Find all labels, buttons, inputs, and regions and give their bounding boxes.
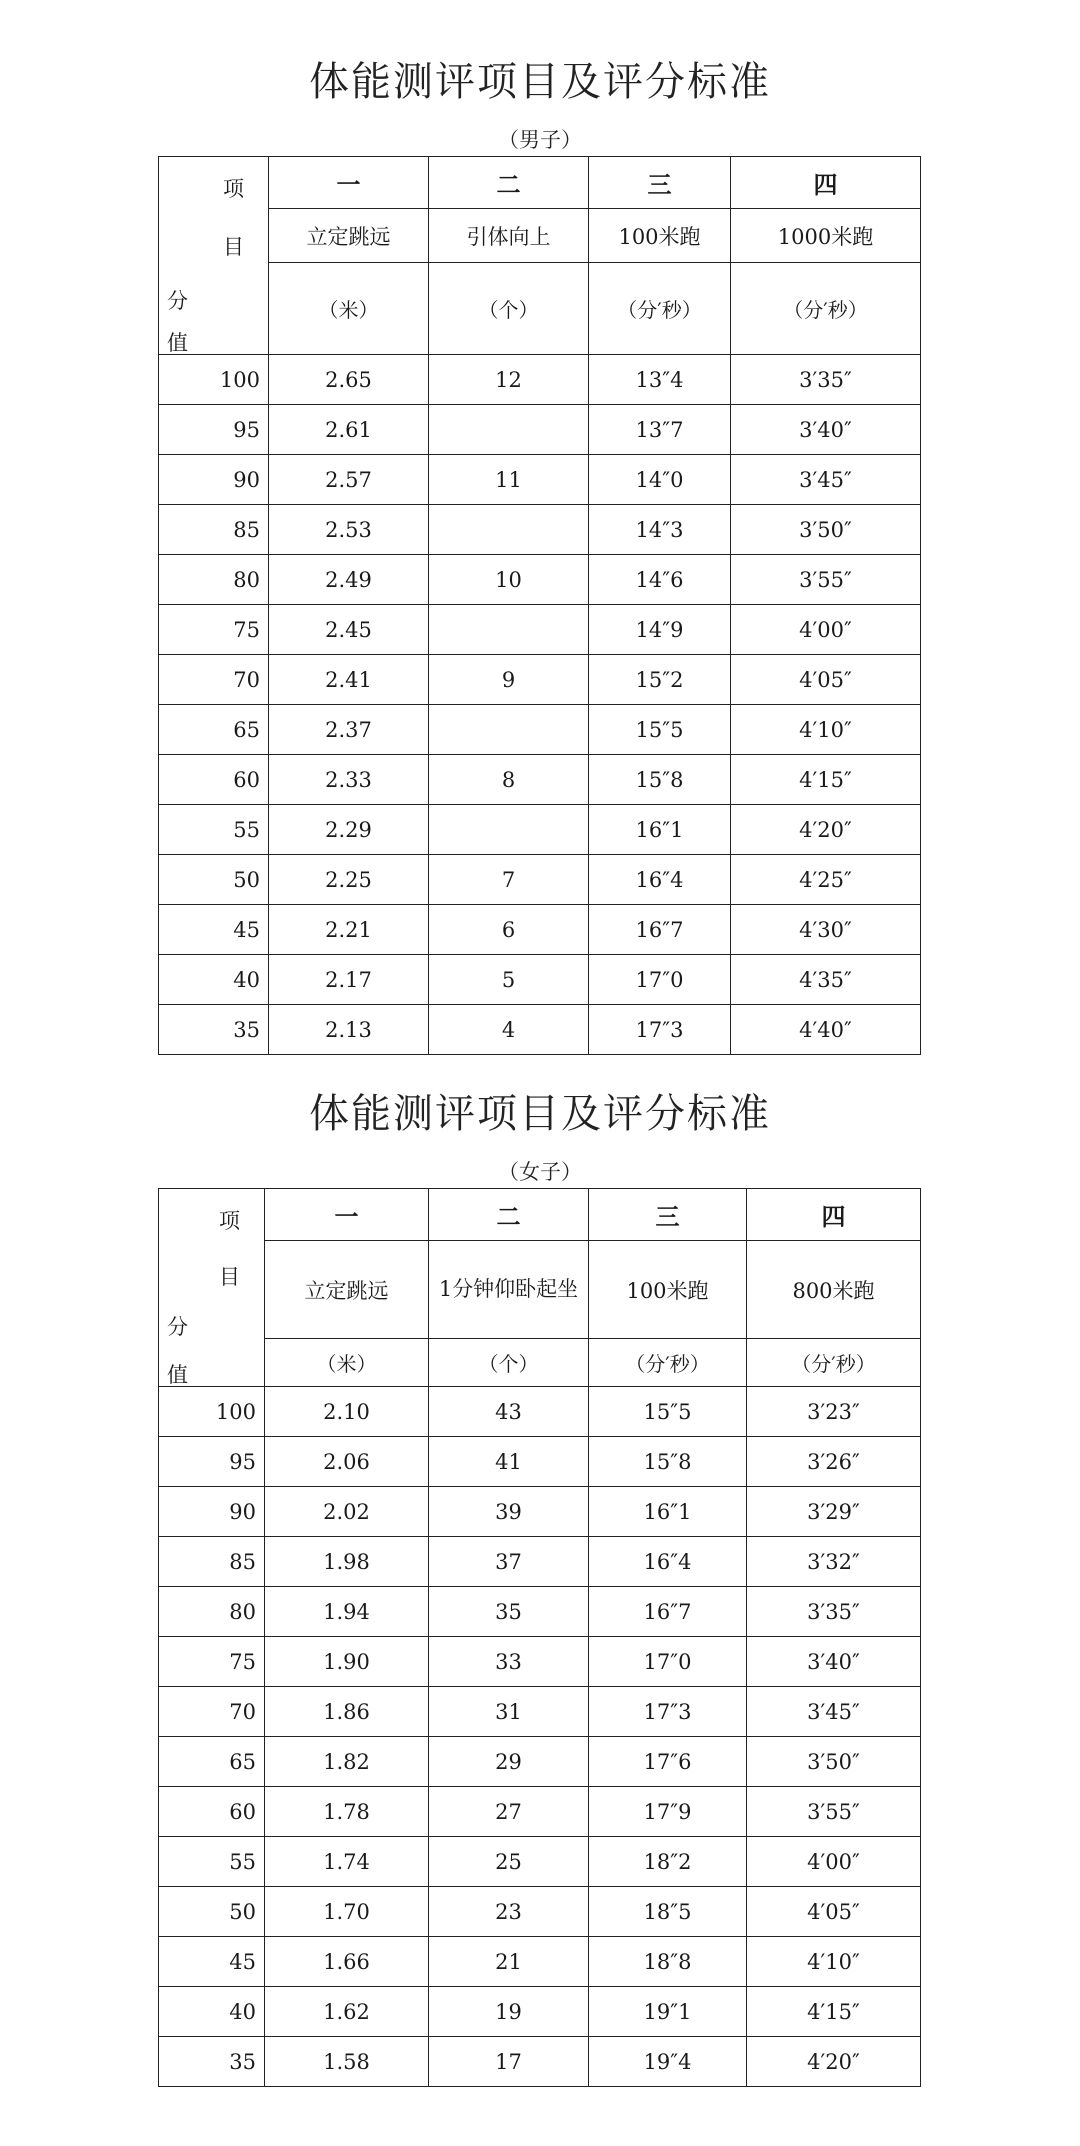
col-name-1: 立定跳远 bbox=[265, 1241, 429, 1339]
score-value-cell: 70 bbox=[159, 1687, 265, 1737]
table-row bbox=[159, 1937, 921, 1987]
col-unit-4: （分′秒） bbox=[747, 1339, 921, 1387]
result-cell: 2.02 bbox=[265, 1487, 429, 1537]
score-value-cell: 95 bbox=[159, 405, 269, 455]
result-cell: 29 bbox=[429, 1737, 589, 1787]
result-cell: 1.58 bbox=[265, 2037, 429, 2087]
score-value-cell: 80 bbox=[159, 1587, 265, 1637]
female-score-table bbox=[158, 1188, 921, 2087]
score-value-cell: 65 bbox=[159, 705, 269, 755]
result-cell: 19 bbox=[429, 1987, 589, 2037]
result-cell: 2.10 bbox=[265, 1387, 429, 1437]
score-value-cell: 100 bbox=[159, 1387, 265, 1437]
result-cell: 25 bbox=[429, 1837, 589, 1887]
result-cell: 3′40″ bbox=[731, 405, 921, 455]
result-cell: 43 bbox=[429, 1387, 589, 1437]
result-cell: 17″0 bbox=[589, 1637, 747, 1687]
result-cell: 4′30″ bbox=[731, 905, 921, 955]
table-row bbox=[159, 1637, 921, 1687]
result-cell: 2.37 bbox=[269, 705, 429, 755]
table-row bbox=[159, 1005, 921, 1055]
result-cell: 10 bbox=[429, 555, 589, 605]
male-title: 体能测评项目及评分标准 bbox=[309, 59, 771, 105]
table-row bbox=[159, 1437, 921, 1487]
score-value-cell: 75 bbox=[159, 1637, 265, 1687]
result-cell: 2.49 bbox=[269, 555, 429, 605]
result-cell: 15″5 bbox=[589, 705, 731, 755]
table-row bbox=[159, 505, 921, 555]
table-row bbox=[159, 805, 921, 855]
result-cell: 3′45″ bbox=[731, 455, 921, 505]
col-unit-3: （分′秒） bbox=[589, 263, 731, 355]
table-row bbox=[159, 405, 921, 455]
score-value-cell: 85 bbox=[159, 505, 269, 555]
result-cell: 3′26″ bbox=[747, 1437, 921, 1487]
table-row bbox=[159, 1487, 921, 1537]
col-name-4: 1000米跑 bbox=[731, 209, 921, 263]
result-cell: 13″4 bbox=[589, 355, 731, 405]
result-cell: 14″6 bbox=[589, 555, 731, 605]
table-row bbox=[159, 2037, 921, 2087]
score-value-cell: 75 bbox=[159, 605, 269, 655]
result-cell: 8 bbox=[429, 755, 589, 805]
result-cell: 2.57 bbox=[269, 455, 429, 505]
result-cell: 4′00″ bbox=[731, 605, 921, 655]
col-unit-4: （分′秒） bbox=[731, 263, 921, 355]
result-cell: 35 bbox=[429, 1587, 589, 1637]
col-num-1: 一 bbox=[265, 1189, 429, 1241]
result-cell: 4′15″ bbox=[731, 755, 921, 805]
col-num-4: 四 bbox=[731, 157, 921, 209]
female-subtitle: （女子） bbox=[498, 1160, 582, 1184]
corner-zhi: 值 bbox=[167, 1363, 188, 1387]
corner-fen: 分 bbox=[167, 1315, 188, 1339]
table-row bbox=[159, 1737, 921, 1787]
table-row bbox=[159, 1687, 921, 1737]
score-value-cell: 65 bbox=[159, 1737, 265, 1787]
result-cell: 19″4 bbox=[589, 2037, 747, 2087]
result-cell: 12 bbox=[429, 355, 589, 405]
score-value-cell: 40 bbox=[159, 955, 269, 1005]
result-cell: 7 bbox=[429, 855, 589, 905]
table-row bbox=[159, 1787, 921, 1837]
result-cell: 4′10″ bbox=[747, 1937, 921, 1987]
col-num-3: 三 bbox=[589, 157, 731, 209]
result-cell: 4′20″ bbox=[731, 805, 921, 855]
result-cell: 3′29″ bbox=[747, 1487, 921, 1537]
score-value-cell: 60 bbox=[159, 1787, 265, 1837]
result-cell: 21 bbox=[429, 1937, 589, 1987]
result-cell: 2.61 bbox=[269, 405, 429, 455]
col-name-1: 立定跳远 bbox=[269, 209, 429, 263]
result-cell: 17″9 bbox=[589, 1787, 747, 1837]
result-cell: 2.21 bbox=[269, 905, 429, 955]
corner-xiang: 项 bbox=[219, 1209, 240, 1233]
col-num-3: 三 bbox=[589, 1189, 747, 1241]
result-cell: 33 bbox=[429, 1637, 589, 1687]
result-cell: 15″5 bbox=[589, 1387, 747, 1437]
result-cell: 1.94 bbox=[265, 1587, 429, 1637]
result-cell: 2.29 bbox=[269, 805, 429, 855]
result-cell: 19″1 bbox=[589, 1987, 747, 2037]
result-cell: 3′32″ bbox=[747, 1537, 921, 1587]
table-row bbox=[159, 1987, 921, 2037]
result-cell: 2.33 bbox=[269, 755, 429, 805]
result-cell: 1.78 bbox=[265, 1787, 429, 1837]
result-cell: 2.13 bbox=[269, 1005, 429, 1055]
table-row bbox=[159, 905, 921, 955]
col-num-2: 二 bbox=[429, 1189, 589, 1241]
score-value-cell: 55 bbox=[159, 1837, 265, 1887]
result-cell: 1.90 bbox=[265, 1637, 429, 1687]
score-value-cell: 85 bbox=[159, 1537, 265, 1587]
result-cell: 18″2 bbox=[589, 1837, 747, 1887]
result-cell: 37 bbox=[429, 1537, 589, 1587]
result-cell: 2.41 bbox=[269, 655, 429, 705]
result-cell: 4′05″ bbox=[747, 1887, 921, 1937]
table-row bbox=[159, 355, 921, 405]
result-cell: 3′45″ bbox=[747, 1687, 921, 1737]
result-cell: 16″1 bbox=[589, 805, 731, 855]
result-cell: 11 bbox=[429, 455, 589, 505]
result-cell: 4′20″ bbox=[747, 2037, 921, 2087]
table-row bbox=[159, 555, 921, 605]
result-cell: 4 bbox=[429, 1005, 589, 1055]
result-cell bbox=[429, 405, 589, 455]
table-row bbox=[159, 1887, 921, 1937]
result-cell: 1.98 bbox=[265, 1537, 429, 1587]
result-cell: 14″9 bbox=[589, 605, 731, 655]
score-value-cell: 60 bbox=[159, 755, 269, 805]
corner-zhi: 值 bbox=[167, 331, 188, 355]
result-cell: 16″4 bbox=[589, 1537, 747, 1587]
corner-xiang: 项 bbox=[223, 177, 244, 201]
table-row bbox=[159, 855, 921, 905]
table-row bbox=[159, 1587, 921, 1637]
result-cell: 4′25″ bbox=[731, 855, 921, 905]
result-cell: 3′40″ bbox=[747, 1637, 921, 1687]
result-cell bbox=[429, 705, 589, 755]
corner-mu: 目 bbox=[219, 1265, 240, 1289]
male-table-body bbox=[159, 355, 921, 1055]
corner-mu: 目 bbox=[223, 235, 244, 259]
col-name-3: 100米跑 bbox=[589, 209, 731, 263]
score-value-cell: 95 bbox=[159, 1437, 265, 1487]
result-cell bbox=[429, 505, 589, 555]
result-cell: 15″8 bbox=[589, 755, 731, 805]
col-num-1: 一 bbox=[269, 157, 429, 209]
score-value-cell: 45 bbox=[159, 905, 269, 955]
result-cell bbox=[429, 605, 589, 655]
result-cell: 1.66 bbox=[265, 1937, 429, 1987]
result-cell: 23 bbox=[429, 1887, 589, 1937]
result-cell: 2.65 bbox=[269, 355, 429, 405]
result-cell: 4′40″ bbox=[731, 1005, 921, 1055]
table-row bbox=[159, 705, 921, 755]
result-cell: 1.86 bbox=[265, 1687, 429, 1737]
col-num-2: 二 bbox=[429, 157, 589, 209]
result-cell bbox=[429, 805, 589, 855]
col-name-2: 引体向上 bbox=[429, 209, 589, 263]
result-cell: 31 bbox=[429, 1687, 589, 1737]
result-cell: 14″0 bbox=[589, 455, 731, 505]
score-value-cell: 90 bbox=[159, 1487, 265, 1537]
score-value-cell: 70 bbox=[159, 655, 269, 705]
result-cell: 18″8 bbox=[589, 1937, 747, 1987]
result-cell: 3′55″ bbox=[731, 555, 921, 605]
result-cell: 16″7 bbox=[589, 905, 731, 955]
result-cell: 1.62 bbox=[265, 1987, 429, 2037]
result-cell: 3′35″ bbox=[731, 355, 921, 405]
result-cell: 3′55″ bbox=[747, 1787, 921, 1837]
male-subtitle: （男子） bbox=[498, 128, 582, 152]
score-value-cell: 100 bbox=[159, 355, 269, 405]
score-value-cell: 35 bbox=[159, 2037, 265, 2087]
table-row bbox=[159, 755, 921, 805]
result-cell: 3′35″ bbox=[747, 1587, 921, 1637]
result-cell: 16″1 bbox=[589, 1487, 747, 1537]
table-row bbox=[159, 1837, 921, 1887]
result-cell: 17″6 bbox=[589, 1737, 747, 1787]
table-row bbox=[159, 605, 921, 655]
table-row bbox=[159, 455, 921, 505]
female-table-body bbox=[159, 1387, 921, 2087]
result-cell: 17 bbox=[429, 2037, 589, 2087]
table-row bbox=[159, 955, 921, 1005]
result-cell: 39 bbox=[429, 1487, 589, 1537]
table-row bbox=[159, 1387, 921, 1437]
result-cell: 1.70 bbox=[265, 1887, 429, 1937]
col-unit-1: （米） bbox=[265, 1339, 429, 1387]
result-cell: 5 bbox=[429, 955, 589, 1005]
col-name-4: 800米跑 bbox=[747, 1241, 921, 1339]
result-cell: 1.74 bbox=[265, 1837, 429, 1887]
result-cell: 1.82 bbox=[265, 1737, 429, 1787]
female-corner-header bbox=[159, 1189, 265, 1387]
result-cell: 6 bbox=[429, 905, 589, 955]
col-unit-1: （米） bbox=[269, 263, 429, 355]
score-value-cell: 45 bbox=[159, 1937, 265, 1987]
result-cell: 2.17 bbox=[269, 955, 429, 1005]
male-score-table bbox=[158, 156, 921, 1055]
score-value-cell: 40 bbox=[159, 1987, 265, 2037]
result-cell: 2.06 bbox=[265, 1437, 429, 1487]
score-value-cell: 35 bbox=[159, 1005, 269, 1055]
score-value-cell: 50 bbox=[159, 855, 269, 905]
corner-fen: 分 bbox=[167, 289, 188, 313]
result-cell: 16″4 bbox=[589, 855, 731, 905]
col-unit-2: （个） bbox=[429, 263, 589, 355]
score-value-cell: 55 bbox=[159, 805, 269, 855]
result-cell: 17″0 bbox=[589, 955, 731, 1005]
result-cell: 16″7 bbox=[589, 1587, 747, 1637]
result-cell: 2.45 bbox=[269, 605, 429, 655]
result-cell: 3′23″ bbox=[747, 1387, 921, 1437]
female-title: 体能测评项目及评分标准 bbox=[309, 1091, 771, 1137]
col-num-4: 四 bbox=[747, 1189, 921, 1241]
result-cell: 4′10″ bbox=[731, 705, 921, 755]
score-value-cell: 80 bbox=[159, 555, 269, 605]
male-corner-header bbox=[159, 157, 269, 355]
result-cell: 4′15″ bbox=[747, 1987, 921, 2037]
result-cell: 14″3 bbox=[589, 505, 731, 555]
result-cell: 4′05″ bbox=[731, 655, 921, 705]
result-cell: 17″3 bbox=[589, 1687, 747, 1737]
result-cell: 2.25 bbox=[269, 855, 429, 905]
result-cell: 27 bbox=[429, 1787, 589, 1837]
score-value-cell: 90 bbox=[159, 455, 269, 505]
score-value-cell: 50 bbox=[159, 1887, 265, 1937]
result-cell: 4′00″ bbox=[747, 1837, 921, 1887]
table-row bbox=[159, 655, 921, 705]
result-cell: 17″3 bbox=[589, 1005, 731, 1055]
result-cell: 3′50″ bbox=[747, 1737, 921, 1787]
table-row bbox=[159, 1537, 921, 1587]
col-unit-3: （分′秒） bbox=[589, 1339, 747, 1387]
result-cell: 41 bbox=[429, 1437, 589, 1487]
result-cell: 4′35″ bbox=[731, 955, 921, 1005]
result-cell: 2.53 bbox=[269, 505, 429, 555]
col-name-2: 1分钟仰卧起坐 bbox=[429, 1241, 589, 1339]
result-cell: 15″2 bbox=[589, 655, 731, 705]
result-cell: 15″8 bbox=[589, 1437, 747, 1487]
col-unit-2: （个） bbox=[429, 1339, 589, 1387]
result-cell: 18″5 bbox=[589, 1887, 747, 1937]
result-cell: 3′50″ bbox=[731, 505, 921, 555]
result-cell: 13″7 bbox=[589, 405, 731, 455]
col-name-3: 100米跑 bbox=[589, 1241, 747, 1339]
result-cell: 9 bbox=[429, 655, 589, 705]
